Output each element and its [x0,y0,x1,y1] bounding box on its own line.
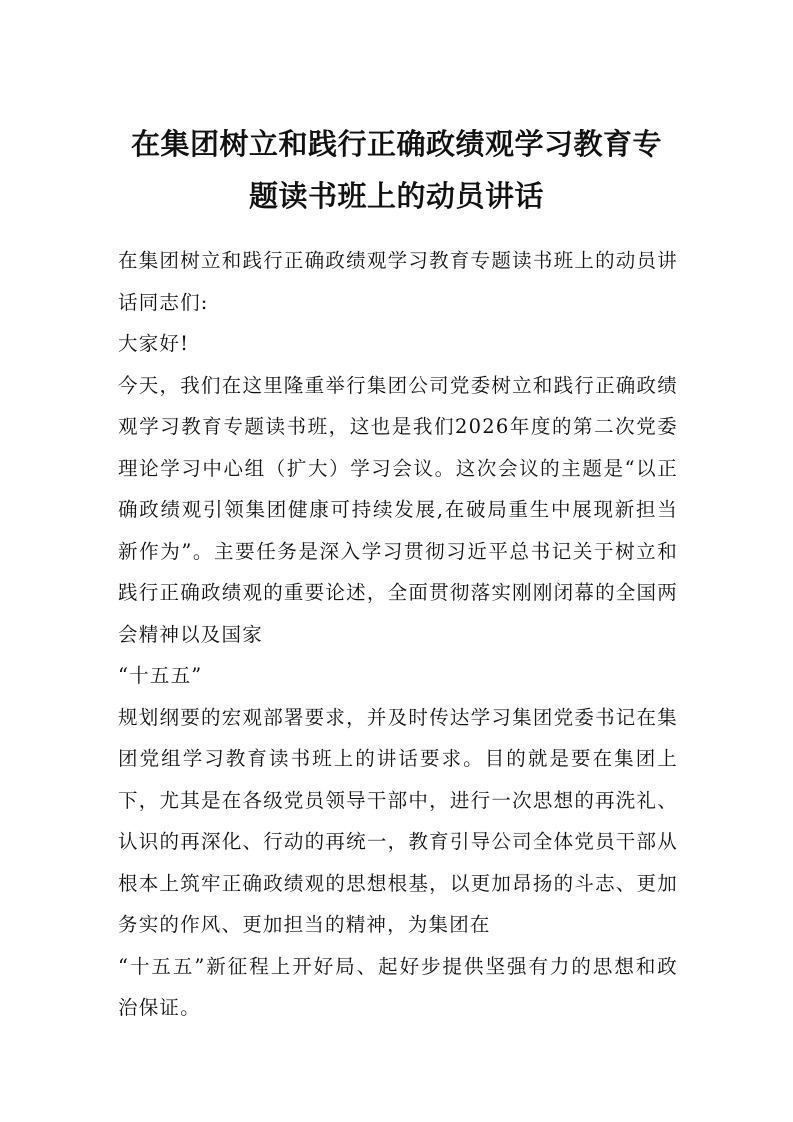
paragraph-opening: 今天，我们在这里隆重举行集团公司党委树立和践行正确政绩观学习教育专题读书班，这也是我们2026年度的第二次党委理论学习中心组（扩大）学习会议。这次会议的主题是“以正确政绩观引领集团健康可持续发展,在破局重生中展现新担当新作为”。主要任务是深入学习贯彻习近平总书记关于树立和践行正确政绩观的重要论述，全面贯彻落实刚刚闭幕的全国两会精神以及国家 [118,373,678,646]
title-line-1: 在集团树立和践行正确政绩观学习教育专 [130,127,662,161]
paragraph-purpose: 规划纲要的宏观部署要求，并及时传达学习集团党委书记在集团党组学习教育读书班上的讲话要求。目的就是要在集团上下，尤其是在各级党员领导干部中，进行一次思想的再洗礼、认识的再深化、行动的再统一，教育引导公司全体党员干部从根本上筑牢正确政绩观的思想根基，以更加昂扬的斗志、更加务实的作风、更加担当的精神，为集团在 [118,705,678,936]
paragraph-fifteenth-plan: “十五五” [118,664,203,687]
title-line-2: 题读书班上的动员讲话 [248,179,544,213]
document-body [118,240,678,1029]
document-title [80,118,713,222]
paragraph-conclusion: “十五五”新征程上开好局、起好步提供坚强有力的思想和政治保证。 [118,954,678,1019]
paragraph-intro: 在集团树立和践行正确政绩观学习教育专题读书班上的动员讲话同志们: [118,249,678,314]
paragraph-greeting: 大家好! [118,332,190,355]
